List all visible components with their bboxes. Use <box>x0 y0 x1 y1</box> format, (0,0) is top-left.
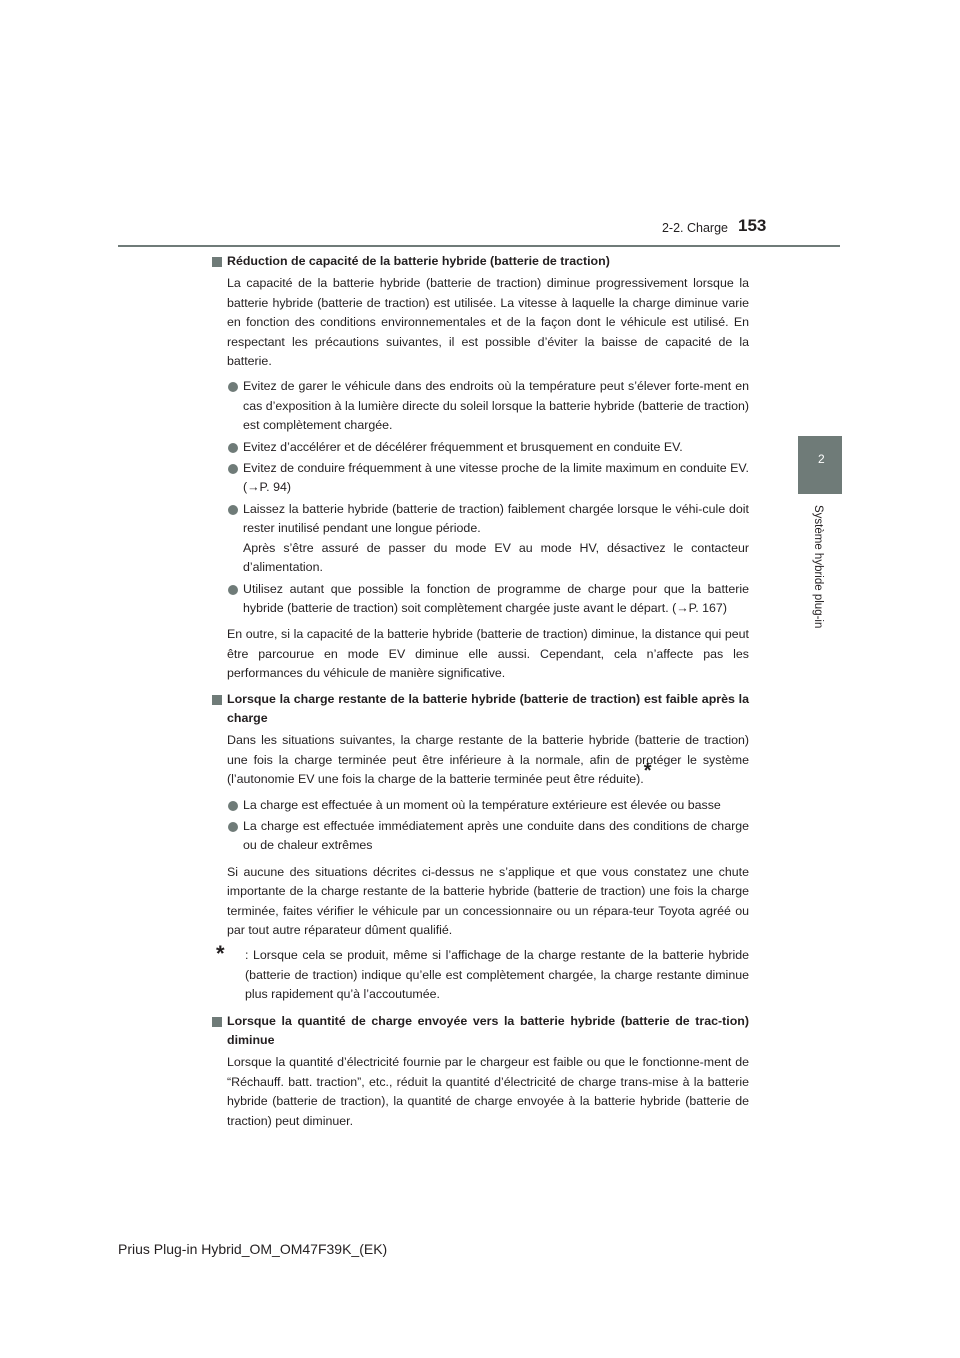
list-item <box>227 438 749 457</box>
bullet-list <box>211 796 749 856</box>
section-charge-reduced <box>211 1012 749 1131</box>
list-item-extra-text: Après s’être assuré de passer du mode EV au mode HV, désactivez le contacteur d’alimentation. <box>243 540 749 575</box>
list-item <box>227 377 749 435</box>
chapter-side-label-text: Système hybride plug-in <box>812 505 824 629</box>
section-intro <box>227 731 749 789</box>
section-heading-text: Lorsque la quantité de charge envoyée vers la batterie hybride (batterie de trac-tion) diminue <box>227 1013 749 1048</box>
header-rule <box>118 245 840 247</box>
footnote-text: : Lorsque cela se produit, même si l’affichage de la charge restante de la batterie hybride (batterie de traction) indique qu’elle est complètement chargée, la charge restante diminue plus rapidement qu’à l’accoutumée. <box>245 948 749 1002</box>
round-bullet-icon <box>228 464 238 474</box>
square-bullet-icon <box>212 1017 222 1027</box>
footnote <box>216 941 749 1004</box>
round-bullet-icon <box>228 801 238 811</box>
list-item-text: La charge est effectuée à un moment où la température extérieure est élevée ou basse <box>243 797 721 812</box>
square-bullet-icon <box>212 257 222 267</box>
footnote-star: * <box>216 941 225 967</box>
list-item <box>227 500 749 578</box>
section-heading-text: Lorsque la charge restante de la batterie hybride (batterie de traction) est faible après la charge <box>227 691 749 725</box>
square-bullet-icon <box>212 695 222 705</box>
section-heading-text: Réduction de capacité de la batterie hybride (batterie de traction) <box>227 254 610 268</box>
section-low-charge <box>211 690 749 1005</box>
list-item <box>227 796 749 815</box>
list-item <box>227 580 749 619</box>
list-item-text: Evitez de garer le véhicule dans des endroits où la température peut s’élever forte-ment en cas d’exposition à la lumière directe du soleil lorsque la batterie hybride (batterie de traction) est complètement chargée. <box>243 379 749 433</box>
section-intro: Lorsque la quantité d’électricité fournie par le chargeur est faible ou que le fonctionne-ment de “Réchauff. batt. traction”, etc., réduit la quantité d’électricité de charge trans-mise à la batterie hybride (batterie de traction), la quantité de charge envoyée à la batterie hybride (batterie de traction) peut diminuer. <box>227 1055 749 1128</box>
round-bullet-icon <box>228 382 238 392</box>
section-intro-text: Dans les situations suivantes, la charge restante de la batterie hybride (batterie de traction) une fois la charge terminée peut être inférieure à la normale, afin de protéger le système (l’autonomie EV une fois la charge de la batterie terminée peut être réduite). <box>227 733 749 787</box>
list-item-text: Evitez de conduire fréquemment à une vitesse proche de la limite maximum en conduite EV. (→P. 94) <box>243 461 749 495</box>
list-item <box>227 459 749 498</box>
section-heading <box>211 252 749 271</box>
header-chapter: 2-2. Charge <box>661 221 728 235</box>
list-item <box>227 817 749 856</box>
round-bullet-icon <box>228 585 238 595</box>
round-bullet-icon <box>228 822 238 832</box>
list-item-text: Utilisez autant que possible la fonction de programme de charge pour que la batterie hybride (batterie de traction) soit complètement chargée juste avant le départ. (→P. 167) <box>243 581 749 615</box>
list-item-text: Evitez d’accélérer et de décélérer fréquemment et brusquement en conduite EV. <box>243 439 683 454</box>
section-heading <box>211 1012 749 1051</box>
chapter-tab-number: 2 <box>818 452 825 466</box>
list-item-text: La charge est effectuée immédiatement après une conduite dans des conditions de charge ou de chaleur extrêmes <box>243 818 749 853</box>
footer-doc-id: Prius Plug-in Hybrid_OM_OM47F39K_(EK) <box>118 1241 388 1257</box>
round-bullet-icon <box>228 443 238 453</box>
section-capacity-reduction <box>211 252 749 684</box>
section-heading <box>211 690 749 729</box>
page-number: 153 <box>738 216 767 235</box>
bullet-list <box>211 377 749 618</box>
footnote-star: * <box>643 760 652 783</box>
section-outro: En outre, si la capacité de la batterie hybride (batterie de traction) diminue, la distance qui peut être parcourue en mode EV diminue elle aussi. Cependant, cela n’affecte pas les performances du véhicule de manière significative. <box>227 627 749 681</box>
chapter-side-label <box>812 505 830 755</box>
round-bullet-icon <box>228 505 238 515</box>
section-outro: Si aucune des situations décrites ci-dessus ne s’applique et que vous constatez une chute importante de la charge restante de la batterie hybride (batterie de traction) une fois la charge terminée, faites vérifier le véhicule par un concessionnaire ou un répara-teur Toyota agréé ou par tout autre réparateur dûment qualifié. <box>227 864 749 937</box>
list-item-text: Laissez la batterie hybride (batterie de traction) faiblement chargée lorsque le véhi-cule doit rester inutilisé pendant une longue période. <box>243 501 749 536</box>
page-content <box>211 252 749 1137</box>
section-intro: La capacité de la batterie hybride (batterie de traction) diminue progressivement lorsque la batterie hybride (batterie de traction) est utilisée. La vitesse à laquelle la charge diminue varie en fonction des conditions environnementales et de la façon dont le véhicule est utilisé. En respectant les précautions suivantes, il est possible d’éviter la baisse de capacité de la batterie. <box>227 276 749 369</box>
